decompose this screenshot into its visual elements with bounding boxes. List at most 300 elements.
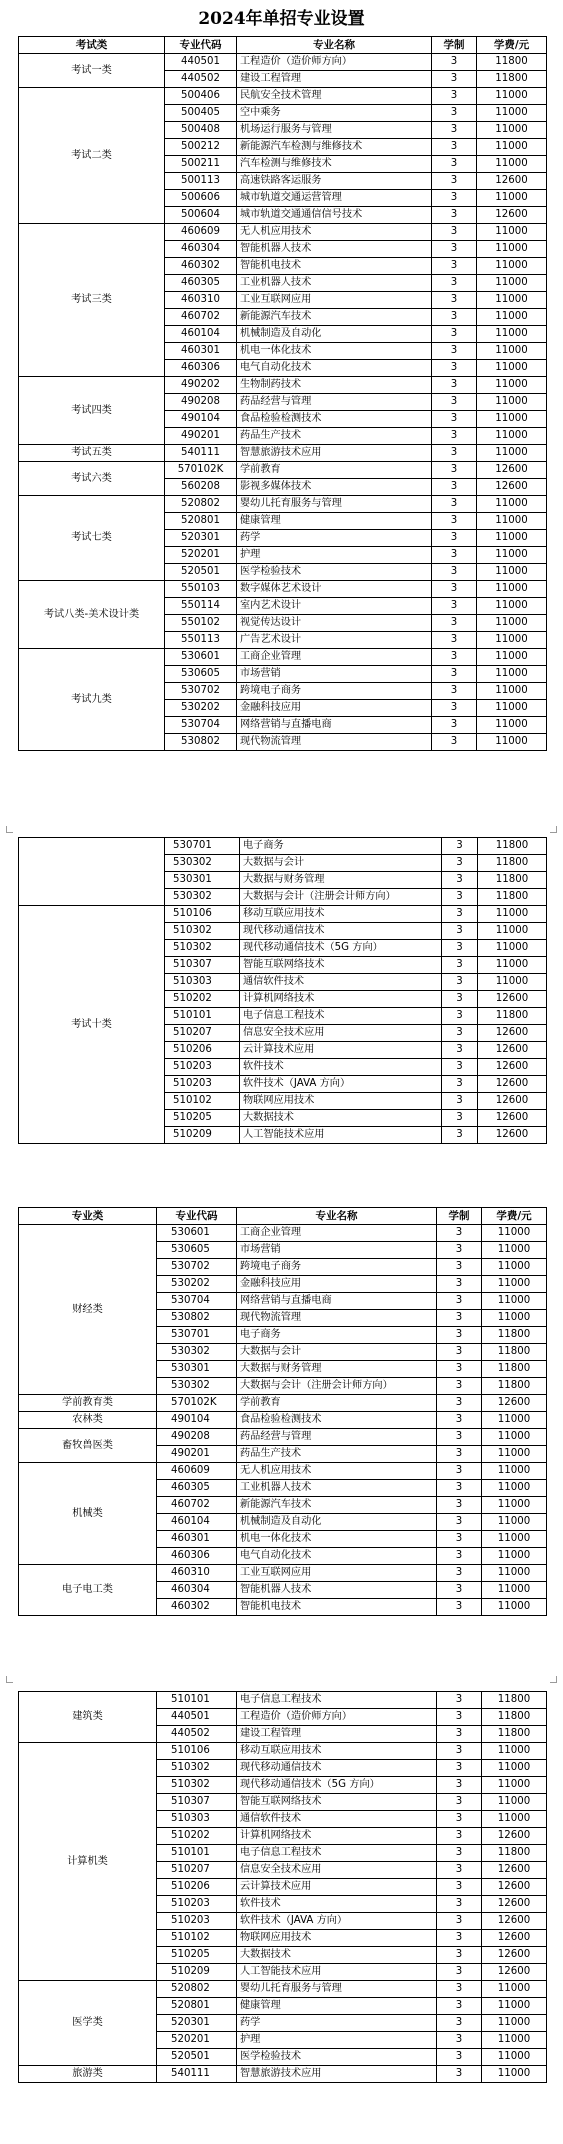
category-cell: 考试十类 — [19, 906, 165, 1144]
tuition: 11800 — [478, 838, 547, 855]
duration: 3 — [437, 1709, 482, 1726]
major-code: 510203 — [165, 1059, 240, 1076]
tuition: 11000 — [482, 1259, 547, 1276]
duration: 3 — [437, 1726, 482, 1743]
tuition: 11000 — [477, 156, 547, 173]
table-row — [19, 1981, 547, 1998]
tuition: 12600 — [478, 1042, 547, 1059]
major-name: 物联网应用技术 — [237, 1930, 437, 1947]
major-name: 金融科技应用 — [237, 1276, 437, 1293]
tuition: 11000 — [477, 717, 547, 734]
tuition: 11000 — [477, 513, 547, 530]
category-cell: 建筑类 — [19, 1692, 157, 1743]
major-name: 婴幼儿托育服务与管理 — [237, 496, 432, 513]
tuition: 11000 — [477, 411, 547, 428]
major-code: 530701 — [165, 838, 240, 855]
table-row — [19, 1743, 547, 1760]
duration: 3 — [442, 872, 478, 889]
category-cell: 考试七类 — [19, 496, 165, 581]
duration: 3 — [432, 377, 477, 394]
major-code: 510207 — [165, 1025, 240, 1042]
duration: 3 — [437, 1981, 482, 1998]
major-code: 490201 — [157, 1446, 237, 1463]
major-name: 机电一体化技术 — [237, 343, 432, 360]
category-cell — [19, 838, 165, 906]
tuition: 11000 — [482, 1548, 547, 1565]
major-code: 460302 — [165, 258, 237, 275]
duration: 3 — [437, 2066, 482, 2083]
table-row — [19, 838, 547, 855]
category-cell: 畜牧兽医类 — [19, 1429, 157, 1463]
category-cell: 学前教育类 — [19, 1395, 157, 1412]
major-code: 510303 — [165, 974, 240, 991]
major-name: 智能机器人技术 — [237, 241, 432, 258]
tuition: 11000 — [482, 1293, 547, 1310]
major-code: 540111 — [157, 2066, 237, 2083]
major-name: 医学检验技术 — [237, 2049, 437, 2066]
tuition: 11800 — [477, 54, 547, 71]
tuition: 11000 — [482, 2066, 547, 2083]
major-code: 520801 — [157, 1998, 237, 2015]
column-header: 专业代码 — [165, 37, 237, 54]
duration: 3 — [442, 974, 478, 991]
duration: 3 — [437, 2015, 482, 2032]
major-code: 530702 — [157, 1259, 237, 1276]
tuition: 11800 — [482, 1361, 547, 1378]
tuition: 11000 — [482, 1429, 547, 1446]
tuition: 11000 — [478, 940, 547, 957]
tuition: 12600 — [482, 1395, 547, 1412]
duration: 3 — [442, 1127, 478, 1144]
major-code: 460302 — [157, 1599, 237, 1616]
major-code: 550114 — [165, 598, 237, 615]
tuition: 12600 — [478, 1093, 547, 1110]
major-code: 520501 — [165, 564, 237, 581]
tuition: 11000 — [477, 360, 547, 377]
duration: 3 — [437, 1896, 482, 1913]
tuition: 11000 — [477, 632, 547, 649]
duration: 3 — [437, 1913, 482, 1930]
tuition: 11000 — [477, 581, 547, 598]
tuition: 11000 — [477, 564, 547, 581]
duration: 3 — [432, 190, 477, 207]
major-name: 计算机网络技术 — [240, 991, 442, 1008]
major-name: 空中乘务 — [237, 105, 432, 122]
major-code: 530802 — [157, 1310, 237, 1327]
table-row — [19, 649, 547, 666]
major-name: 大数据技术 — [240, 1110, 442, 1127]
duration: 3 — [432, 258, 477, 275]
major-code: 440501 — [165, 54, 237, 71]
major-code: 510202 — [157, 1828, 237, 1845]
tuition: 11000 — [482, 1497, 547, 1514]
tuition: 11000 — [482, 1794, 547, 1811]
major-code: 500405 — [165, 105, 237, 122]
tuition: 11800 — [482, 1327, 547, 1344]
major-name: 电子信息工程技术 — [237, 1692, 437, 1709]
major-name: 电气自动化技术 — [237, 360, 432, 377]
tuition: 12600 — [482, 1879, 547, 1896]
tuition: 11000 — [477, 105, 547, 122]
duration: 3 — [432, 598, 477, 615]
major-code: 500408 — [165, 122, 237, 139]
tuition: 11800 — [478, 1008, 547, 1025]
major-code: 490208 — [165, 394, 237, 411]
tuition: 11000 — [482, 1981, 547, 1998]
duration: 3 — [437, 1361, 482, 1378]
tuition: 11000 — [477, 326, 547, 343]
major-name: 学前教育 — [237, 462, 432, 479]
duration: 3 — [442, 957, 478, 974]
major-code: 520802 — [165, 496, 237, 513]
duration: 3 — [437, 1378, 482, 1395]
major-name: 现代移动通信技术 — [237, 1760, 437, 1777]
table-row — [19, 377, 547, 394]
major-name: 医学检验技术 — [237, 564, 432, 581]
table-row — [19, 88, 547, 105]
duration: 3 — [432, 547, 477, 564]
major-code: 460301 — [165, 343, 237, 360]
tuition: 12600 — [477, 173, 547, 190]
duration: 3 — [432, 700, 477, 717]
page-corner-mark — [550, 1676, 557, 1683]
duration: 3 — [437, 1845, 482, 1862]
tuition: 12600 — [482, 1862, 547, 1879]
major-name: 智能互联网络技术 — [240, 957, 442, 974]
tuition: 11000 — [477, 224, 547, 241]
major-code: 530202 — [157, 1276, 237, 1293]
major-name: 影视多媒体技术 — [237, 479, 432, 496]
duration: 3 — [442, 906, 478, 923]
major-code: 520301 — [165, 530, 237, 547]
table-row — [19, 54, 547, 71]
tuition: 11000 — [482, 1531, 547, 1548]
major-code: 530802 — [165, 734, 237, 751]
duration: 3 — [437, 1276, 482, 1293]
tuition: 11000 — [477, 615, 547, 632]
major-name: 电子商务 — [237, 1327, 437, 1344]
major-code: 510209 — [165, 1127, 240, 1144]
major-code: 500113 — [165, 173, 237, 190]
duration: 3 — [442, 855, 478, 872]
duration: 3 — [432, 156, 477, 173]
major-name: 云计算技术应用 — [237, 1879, 437, 1896]
major-name: 健康管理 — [237, 513, 432, 530]
major-name: 数字媒体艺术设计 — [237, 581, 432, 598]
major-code: 490104 — [165, 411, 237, 428]
admission-table-1 — [18, 36, 547, 751]
major-name: 软件技术 — [240, 1059, 442, 1076]
duration: 3 — [437, 1828, 482, 1845]
major-code: 440502 — [165, 71, 237, 88]
major-code: 500212 — [165, 139, 237, 156]
category-cell: 考试八类-美术设计类 — [19, 581, 165, 649]
tuition: 12600 — [482, 1964, 547, 1981]
major-name: 云计算技术应用 — [240, 1042, 442, 1059]
duration: 3 — [437, 1531, 482, 1548]
category-cell: 考试九类 — [19, 649, 165, 751]
category-cell: 旅游类 — [19, 2066, 157, 2083]
major-code: 440501 — [157, 1709, 237, 1726]
major-name: 食品检验检测技术 — [237, 1412, 437, 1429]
tuition: 12600 — [478, 1076, 547, 1093]
tuition: 11000 — [478, 974, 547, 991]
major-name: 智能机电技术 — [237, 258, 432, 275]
major-code: 460301 — [157, 1531, 237, 1548]
tuition: 11000 — [482, 1565, 547, 1582]
major-name: 市场营销 — [237, 666, 432, 683]
major-code: 510102 — [157, 1930, 237, 1947]
tuition: 12600 — [482, 1930, 547, 1947]
tuition: 11000 — [477, 666, 547, 683]
duration: 3 — [432, 581, 477, 598]
tuition: 11000 — [477, 139, 547, 156]
admission-table-3 — [18, 1207, 547, 1616]
column-header: 专业名称 — [237, 1208, 437, 1225]
table-row — [19, 1412, 547, 1429]
major-code: 510106 — [165, 906, 240, 923]
tuition: 11000 — [477, 445, 547, 462]
table-row — [19, 906, 547, 923]
major-code: 530302 — [165, 889, 240, 906]
tuition: 12600 — [478, 1127, 547, 1144]
tuition: 11000 — [482, 1582, 547, 1599]
major-code: 500406 — [165, 88, 237, 105]
duration: 3 — [437, 1429, 482, 1446]
major-name: 跨境电子商务 — [237, 1259, 437, 1276]
major-code: 460702 — [157, 1497, 237, 1514]
table-row — [19, 1692, 547, 1709]
tuition: 11800 — [478, 872, 547, 889]
major-name: 汽车检测与维修技术 — [237, 156, 432, 173]
tuition: 11000 — [477, 530, 547, 547]
sheet-1 — [0, 36, 563, 751]
duration: 3 — [442, 1008, 478, 1025]
major-name: 无人机应用技术 — [237, 1463, 437, 1480]
major-name: 现代物流管理 — [237, 1310, 437, 1327]
tuition: 11000 — [477, 122, 547, 139]
major-name: 现代移动通信技术（5G 方向） — [237, 1777, 437, 1794]
tuition: 11000 — [482, 1777, 547, 1794]
duration: 3 — [437, 1964, 482, 1981]
tuition: 11000 — [477, 275, 547, 292]
major-code: 530301 — [165, 872, 240, 889]
major-name: 广告艺术设计 — [237, 632, 432, 649]
tuition: 11000 — [477, 258, 547, 275]
duration: 3 — [442, 1093, 478, 1110]
duration: 3 — [437, 1794, 482, 1811]
duration: 3 — [437, 1947, 482, 1964]
major-code: 530601 — [157, 1225, 237, 1242]
major-name: 大数据与财务管理 — [237, 1361, 437, 1378]
tuition: 11000 — [477, 700, 547, 717]
major-name: 网络营销与直播电商 — [237, 1293, 437, 1310]
major-name: 大数据与会计（注册会计师方向） — [237, 1378, 437, 1395]
duration: 3 — [437, 1692, 482, 1709]
duration: 3 — [432, 479, 477, 496]
major-name: 大数据与财务管理 — [240, 872, 442, 889]
major-code: 510206 — [157, 1879, 237, 1896]
major-name: 通信软件技术 — [237, 1811, 437, 1828]
major-code: 460305 — [157, 1480, 237, 1497]
table-row — [19, 496, 547, 513]
table-row — [19, 581, 547, 598]
duration: 3 — [442, 1025, 478, 1042]
major-name: 大数据与会计 — [240, 855, 442, 872]
tuition: 11000 — [477, 343, 547, 360]
category-cell: 电子电工类 — [19, 1565, 157, 1616]
tuition: 11000 — [477, 88, 547, 105]
duration: 3 — [437, 1760, 482, 1777]
major-name: 电气自动化技术 — [237, 1548, 437, 1565]
major-code: 530302 — [157, 1378, 237, 1395]
major-name: 建设工程管理 — [237, 1726, 437, 1743]
duration: 3 — [437, 1599, 482, 1616]
major-name: 现代移动通信技术（5G 方向） — [240, 940, 442, 957]
column-header: 专业类 — [19, 1208, 157, 1225]
major-code: 460306 — [157, 1548, 237, 1565]
major-name: 建设工程管理 — [237, 71, 432, 88]
duration: 3 — [432, 241, 477, 258]
duration: 3 — [437, 1862, 482, 1879]
tuition: 11000 — [477, 649, 547, 666]
tuition: 11000 — [477, 598, 547, 615]
major-name: 工业机器人技术 — [237, 275, 432, 292]
duration: 3 — [432, 564, 477, 581]
duration: 3 — [432, 360, 477, 377]
category-cell: 机械类 — [19, 1463, 157, 1565]
category-cell: 考试四类 — [19, 377, 165, 445]
column-header: 学制 — [437, 1208, 482, 1225]
duration: 3 — [432, 513, 477, 530]
duration: 3 — [437, 1514, 482, 1531]
tuition: 11000 — [482, 2049, 547, 2066]
tuition: 11800 — [482, 1845, 547, 1862]
major-name: 机械制造及自动化 — [237, 326, 432, 343]
duration: 3 — [442, 1110, 478, 1127]
major-name: 药学 — [237, 2015, 437, 2032]
major-name: 大数据技术 — [237, 1947, 437, 1964]
duration: 3 — [437, 1344, 482, 1361]
table-row — [19, 462, 547, 479]
major-name: 计算机网络技术 — [237, 1828, 437, 1845]
duration: 3 — [432, 445, 477, 462]
duration: 3 — [442, 991, 478, 1008]
tuition: 11000 — [482, 1514, 547, 1531]
tuition: 11000 — [477, 309, 547, 326]
duration: 3 — [442, 838, 478, 855]
major-name: 物联网应用技术 — [240, 1093, 442, 1110]
duration: 3 — [432, 530, 477, 547]
major-code: 530701 — [157, 1327, 237, 1344]
tuition: 11000 — [482, 1760, 547, 1777]
tuition: 11000 — [482, 1480, 547, 1497]
tuition: 11800 — [478, 889, 547, 906]
table-row — [19, 224, 547, 241]
major-code: 570102K — [165, 462, 237, 479]
major-code: 490104 — [157, 1412, 237, 1429]
major-code: 550113 — [165, 632, 237, 649]
tuition: 11000 — [482, 1446, 547, 1463]
major-code: 510205 — [157, 1947, 237, 1964]
major-name: 药品经营与管理 — [237, 394, 432, 411]
column-header: 专业代码 — [157, 1208, 237, 1225]
major-name: 健康管理 — [237, 1998, 437, 2015]
major-code: 520301 — [157, 2015, 237, 2032]
sheet-2 — [0, 837, 563, 1144]
major-name: 智慧旅游技术应用 — [237, 445, 432, 462]
major-name: 人工智能技术应用 — [240, 1127, 442, 1144]
duration: 3 — [437, 1497, 482, 1514]
major-code: 570102K — [157, 1395, 237, 1412]
major-code: 510205 — [165, 1110, 240, 1127]
major-code: 500604 — [165, 207, 237, 224]
major-name: 电子信息工程技术 — [237, 1845, 437, 1862]
major-code: 510101 — [157, 1845, 237, 1862]
category-cell: 计算机类 — [19, 1743, 157, 1981]
major-code: 550102 — [165, 615, 237, 632]
major-name: 工商企业管理 — [237, 1225, 437, 1242]
duration: 3 — [432, 632, 477, 649]
tuition: 11000 — [478, 923, 547, 940]
duration: 3 — [432, 326, 477, 343]
tuition: 11000 — [482, 1811, 547, 1828]
tuition: 11800 — [482, 1692, 547, 1709]
duration: 3 — [432, 224, 477, 241]
major-code: 510302 — [165, 923, 240, 940]
duration: 3 — [437, 1225, 482, 1242]
tuition: 11800 — [482, 1726, 547, 1743]
tuition: 11800 — [482, 1709, 547, 1726]
duration: 3 — [437, 1565, 482, 1582]
page-corner-mark — [6, 826, 13, 833]
major-code: 510202 — [165, 991, 240, 1008]
major-name: 新能源汽车检测与维修技术 — [237, 139, 432, 156]
page-corner-mark — [550, 826, 557, 833]
duration: 3 — [432, 615, 477, 632]
major-name: 工业互联网应用 — [237, 1565, 437, 1582]
category-cell: 医学类 — [19, 1981, 157, 2066]
major-code: 490201 — [165, 428, 237, 445]
major-name: 人工智能技术应用 — [237, 1964, 437, 1981]
duration: 3 — [432, 71, 477, 88]
tuition: 11000 — [477, 496, 547, 513]
major-code: 510302 — [165, 940, 240, 957]
tuition: 11000 — [477, 734, 547, 751]
major-name: 视觉传达设计 — [237, 615, 432, 632]
duration: 3 — [432, 139, 477, 156]
major-code: 510307 — [165, 957, 240, 974]
major-name: 新能源汽车技术 — [237, 309, 432, 326]
duration: 3 — [442, 889, 478, 906]
major-code: 510106 — [157, 1743, 237, 1760]
major-code: 510302 — [157, 1760, 237, 1777]
major-code: 510101 — [165, 1008, 240, 1025]
major-name: 无人机应用技术 — [237, 224, 432, 241]
major-code: 520201 — [165, 547, 237, 564]
major-code: 510307 — [157, 1794, 237, 1811]
major-code: 510203 — [165, 1076, 240, 1093]
tuition: 11000 — [478, 957, 547, 974]
duration: 3 — [437, 1811, 482, 1828]
duration: 3 — [437, 1480, 482, 1497]
duration: 3 — [432, 54, 477, 71]
duration: 3 — [437, 1242, 482, 1259]
major-name: 现代物流管理 — [237, 734, 432, 751]
sheet-3 — [0, 1207, 563, 1616]
major-code: 460304 — [165, 241, 237, 258]
duration: 3 — [437, 2049, 482, 2066]
